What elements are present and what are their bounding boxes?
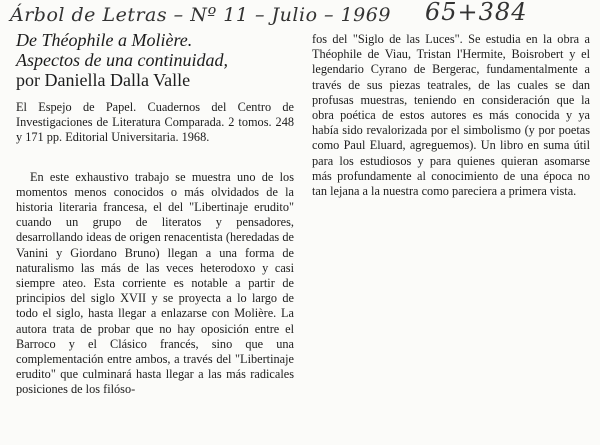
- review-body-right: fos del "Siglo de las Luces". Se estudia en la obra a Théophile de Viau, Tristan l'Hermite, Boisrobert y el legendario Cyrano de Bergerac, fundamentalmente a través de sus piezas teatrales, de las cuales se dan profusas muestras, teniendo en consideración que la obra poética de estos autores es más conocida y ya había sido revalorizada por el simbolismo (y por poetas como Paul Eluard, agreguemos). Un libro en suma útil para los estudiosos y para quienes quieran asomarse más profundamente al conocimiento de una época no tan lejana a la nuestra como pareciera a primera vista.: [312, 32, 590, 199]
- byline-prefix: por: [16, 70, 40, 90]
- handwritten-header: Árbol de Letras – Nº 11 – Julio – 1969: [10, 4, 391, 26]
- review-title-line2: Aspectos de una continuidad,: [16, 50, 228, 70]
- review-body-left: En este exhaustivo trabajo se muestra uno de los momentos menos conocidos o más olvidados de la historia literaria francesa, el del "Libertinaje erudito" cuando un grupo de literatos y pensadores, desarrollando ideas de origen renacentista (heredadas de Vanini y Giordano Bruno) llegan a una forma de naturalismo las más de las veces heterodoxo y casi siempre ateo. Esta corriente es notable a partir de principios del siglo XVII y se proyecta a lo largo de todo el siglo, hasta llegar a enlazarse con Molière. La autora trata de probar que no hay oposición entre el Barroco y el Clásico francés, sino que una complementación entre ambos, a través del "Libertinaje erudito" que culminará hasta llegar a las más radicales posiciones de los filóso-: [16, 169, 294, 397]
- review-title-line1: De Théophile a Molière.: [16, 30, 193, 50]
- review-byline: [16, 70, 294, 90]
- handwritten-number: 65+384: [425, 0, 528, 26]
- bibliographic-entry: El Espejo de Papel. Cuadernos del Centro de Investigaciones de Literatura Comparada. 2 tomos. 248 y 171 pp. Editorial Universitaria. 1968.: [16, 100, 294, 145]
- review-author: Daniella Dalla Valle: [44, 70, 191, 90]
- right-column: [312, 32, 590, 199]
- left-column: [16, 30, 294, 398]
